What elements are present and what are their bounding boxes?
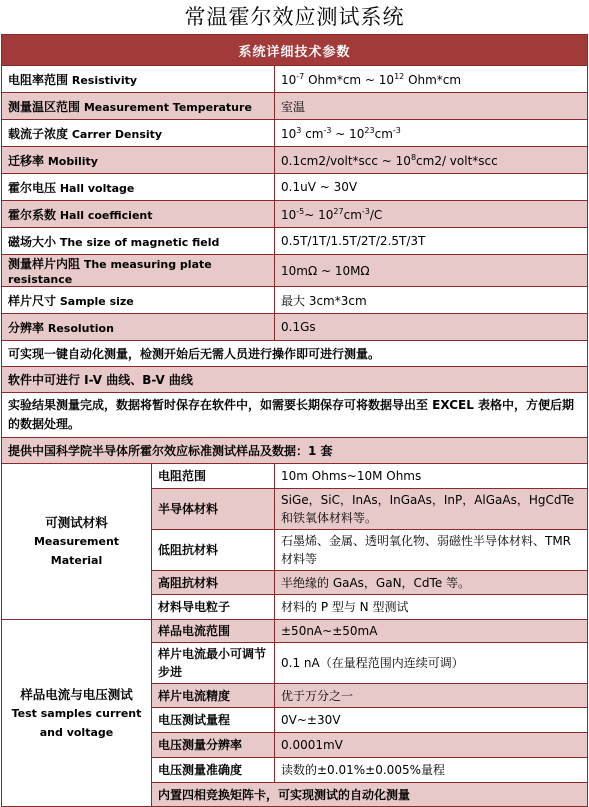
param-row bbox=[2, 174, 588, 201]
spec-label: 电压测量分辨率 bbox=[152, 733, 275, 758]
param-row bbox=[2, 287, 588, 314]
spec-value: 石墨烯、金属、透明氧化物、弱磁性半导体材料、TMR 材料等 bbox=[275, 530, 588, 571]
spec-label: 样片电流精度 bbox=[152, 684, 275, 708]
superscript: -3 bbox=[361, 206, 370, 216]
param-row bbox=[2, 201, 588, 228]
param-value: $10^{-7}$ Ohm*cm ~ $10^{12}$ Ohm*cm bbox=[275, 66, 588, 93]
param-label: 样片尺寸 Sample size bbox=[2, 287, 275, 314]
param-label-en: Measurement Temperature bbox=[80, 100, 252, 114]
spec-value: 优于万分之一 bbox=[275, 684, 588, 708]
spec-value: 0.0001mV bbox=[275, 733, 588, 758]
spec-row bbox=[2, 464, 588, 489]
group-label-cn: 可测试材料 bbox=[45, 515, 108, 530]
param-label-en: Hall coefficient bbox=[56, 208, 153, 222]
spec-value: 半绝缘的 GaAs，GaN，CdTe 等。 bbox=[275, 571, 588, 595]
param-label-en: Sample size bbox=[56, 294, 134, 308]
spec-label: 内置四相竞换矩阵卡，可实现测试的自动化测量 bbox=[152, 783, 588, 807]
current-voltage-group bbox=[2, 620, 588, 807]
superscript: 12 bbox=[394, 71, 405, 81]
param-label: 载流子浓度 Carrer Density bbox=[2, 120, 275, 147]
note-iv-curve: 软件中可进行 I-V 曲线、B-V 曲线 bbox=[2, 367, 588, 393]
param-label: 分辨率 Resolution bbox=[2, 314, 275, 341]
param-value: 最大 3cm*3cm bbox=[275, 287, 588, 314]
group-label-cn: 样品电流与电压测试 bbox=[20, 686, 133, 702]
spec-value: 10m Ohms~10M Ohms bbox=[275, 464, 588, 489]
param-label-en: Mobility bbox=[44, 154, 98, 168]
param-label-en: Hall voltage bbox=[56, 181, 135, 195]
superscript: -3 bbox=[392, 125, 401, 135]
group-label-en: Test samples current and voltage bbox=[11, 706, 142, 739]
param-row bbox=[2, 255, 588, 287]
spec-label: 电压测量准确度 bbox=[152, 758, 275, 783]
spec-label: 低阻抗材料 bbox=[152, 530, 275, 571]
superscript: -5 bbox=[296, 206, 305, 216]
param-label: 霍尔电压 Hall voltage bbox=[2, 174, 275, 201]
param-label-en: Resistivity bbox=[68, 73, 138, 87]
spec-label: 样品电流范围 bbox=[152, 620, 275, 643]
param-label: 磁场大小 The size of magnetic field bbox=[2, 228, 275, 255]
param-value: 0.1uV ~ 30V bbox=[275, 174, 588, 201]
param-label: 霍尔系数 Hall coefficient bbox=[2, 201, 275, 228]
param-value: 0.1cm2/volt*scc ~ $10^8cm2/$ volt*scc bbox=[275, 147, 588, 174]
superscript: -3 bbox=[323, 125, 332, 135]
spec-value: 材料的 P 型与 N 型测试 bbox=[275, 595, 588, 620]
param-value: 室温 bbox=[275, 93, 588, 120]
spec-label: 材料导电粒子 bbox=[152, 595, 275, 620]
spec-label: 半导体材料 bbox=[152, 489, 275, 530]
spec-label: 高阻抗材料 bbox=[152, 571, 275, 595]
note-standard-sample: 提供中国科学院半导体所霍尔效应标准测试样品及数据：1 套 bbox=[2, 438, 588, 464]
spec-label: 电阻范围 bbox=[152, 464, 275, 489]
group-label-en: Measurement Material bbox=[33, 535, 120, 567]
spec-label: 样片电流最小可调节步进 bbox=[152, 643, 275, 684]
param-label-en: The size of magnetic field bbox=[56, 235, 220, 249]
note-auto-measure: 可实现一键自动化测量，检测开始后无需人员进行操作即可进行测量。 bbox=[2, 341, 588, 367]
spec-table bbox=[1, 34, 588, 807]
param-value: $10^{-5}\sim$ $10^{27}cm^{-3}/C$ bbox=[275, 201, 588, 228]
param-row bbox=[2, 147, 588, 174]
spec-value: ±50nA~±50mA bbox=[275, 620, 588, 643]
spec-value: SiGe，SiC，InAs，InGaAs，InP，AlGaAs，HgCdTe 和铁氧体材料等。 bbox=[275, 489, 588, 530]
spec-value: 0.1 nA（在量程范围内连续可调） bbox=[275, 643, 588, 684]
param-rows bbox=[2, 66, 588, 341]
materials-group-label bbox=[2, 464, 152, 620]
param-row bbox=[2, 93, 588, 120]
superscript: 3 bbox=[296, 125, 302, 135]
superscript: 8 bbox=[410, 152, 417, 162]
param-value: $10^3$ $cm^{-3}$ ~ $10^{23}cm^{-3}$ bbox=[275, 120, 588, 147]
current_voltage-group-label bbox=[2, 620, 152, 807]
param-row bbox=[2, 66, 588, 93]
page-title: 常温霍尔效应测试系统 bbox=[184, 5, 405, 29]
param-row bbox=[2, 314, 588, 341]
param-value: 0.1Gs bbox=[275, 314, 588, 341]
param-label: 迁移率 Mobility bbox=[2, 147, 275, 174]
materials-group bbox=[2, 464, 588, 620]
superscript: 27 bbox=[333, 206, 344, 216]
param-label: 电阻率范围 Resistivity bbox=[2, 66, 275, 93]
superscript: -7 bbox=[296, 71, 305, 81]
param-value: 10mΩ ~ 10MΩ bbox=[275, 255, 588, 287]
spec-label: 电压测试量程 bbox=[152, 708, 275, 733]
param-row bbox=[2, 228, 588, 255]
param-value: 0.5T/1T/1.5T/2T/2.5T/3T bbox=[275, 228, 588, 255]
param-label-en: Carrer Density bbox=[68, 127, 163, 141]
spec-value: 读数的±0.01%±0.005%量程 bbox=[275, 758, 588, 783]
param-label: 测量样片内阻 The measuring plate resistance bbox=[2, 255, 275, 287]
param-label: 测量温区范围 Measurement Temperature bbox=[2, 93, 275, 120]
spec-value: 0V~±30V bbox=[275, 708, 588, 733]
spec-row bbox=[2, 620, 588, 643]
superscript: 23 bbox=[364, 125, 375, 135]
table-header: 系统详细技术参数 bbox=[2, 35, 588, 66]
param-row bbox=[2, 120, 588, 147]
note-export: 实验结果测量完成，数据将暂时保存在软件中，如需要长期保存可将数据导出至 EXCEL 表格中，方便后期的数据处理。 bbox=[2, 393, 588, 438]
param-label-en: The measuring plate resistance bbox=[8, 258, 212, 286]
param-label-en: Resolution bbox=[44, 321, 114, 335]
